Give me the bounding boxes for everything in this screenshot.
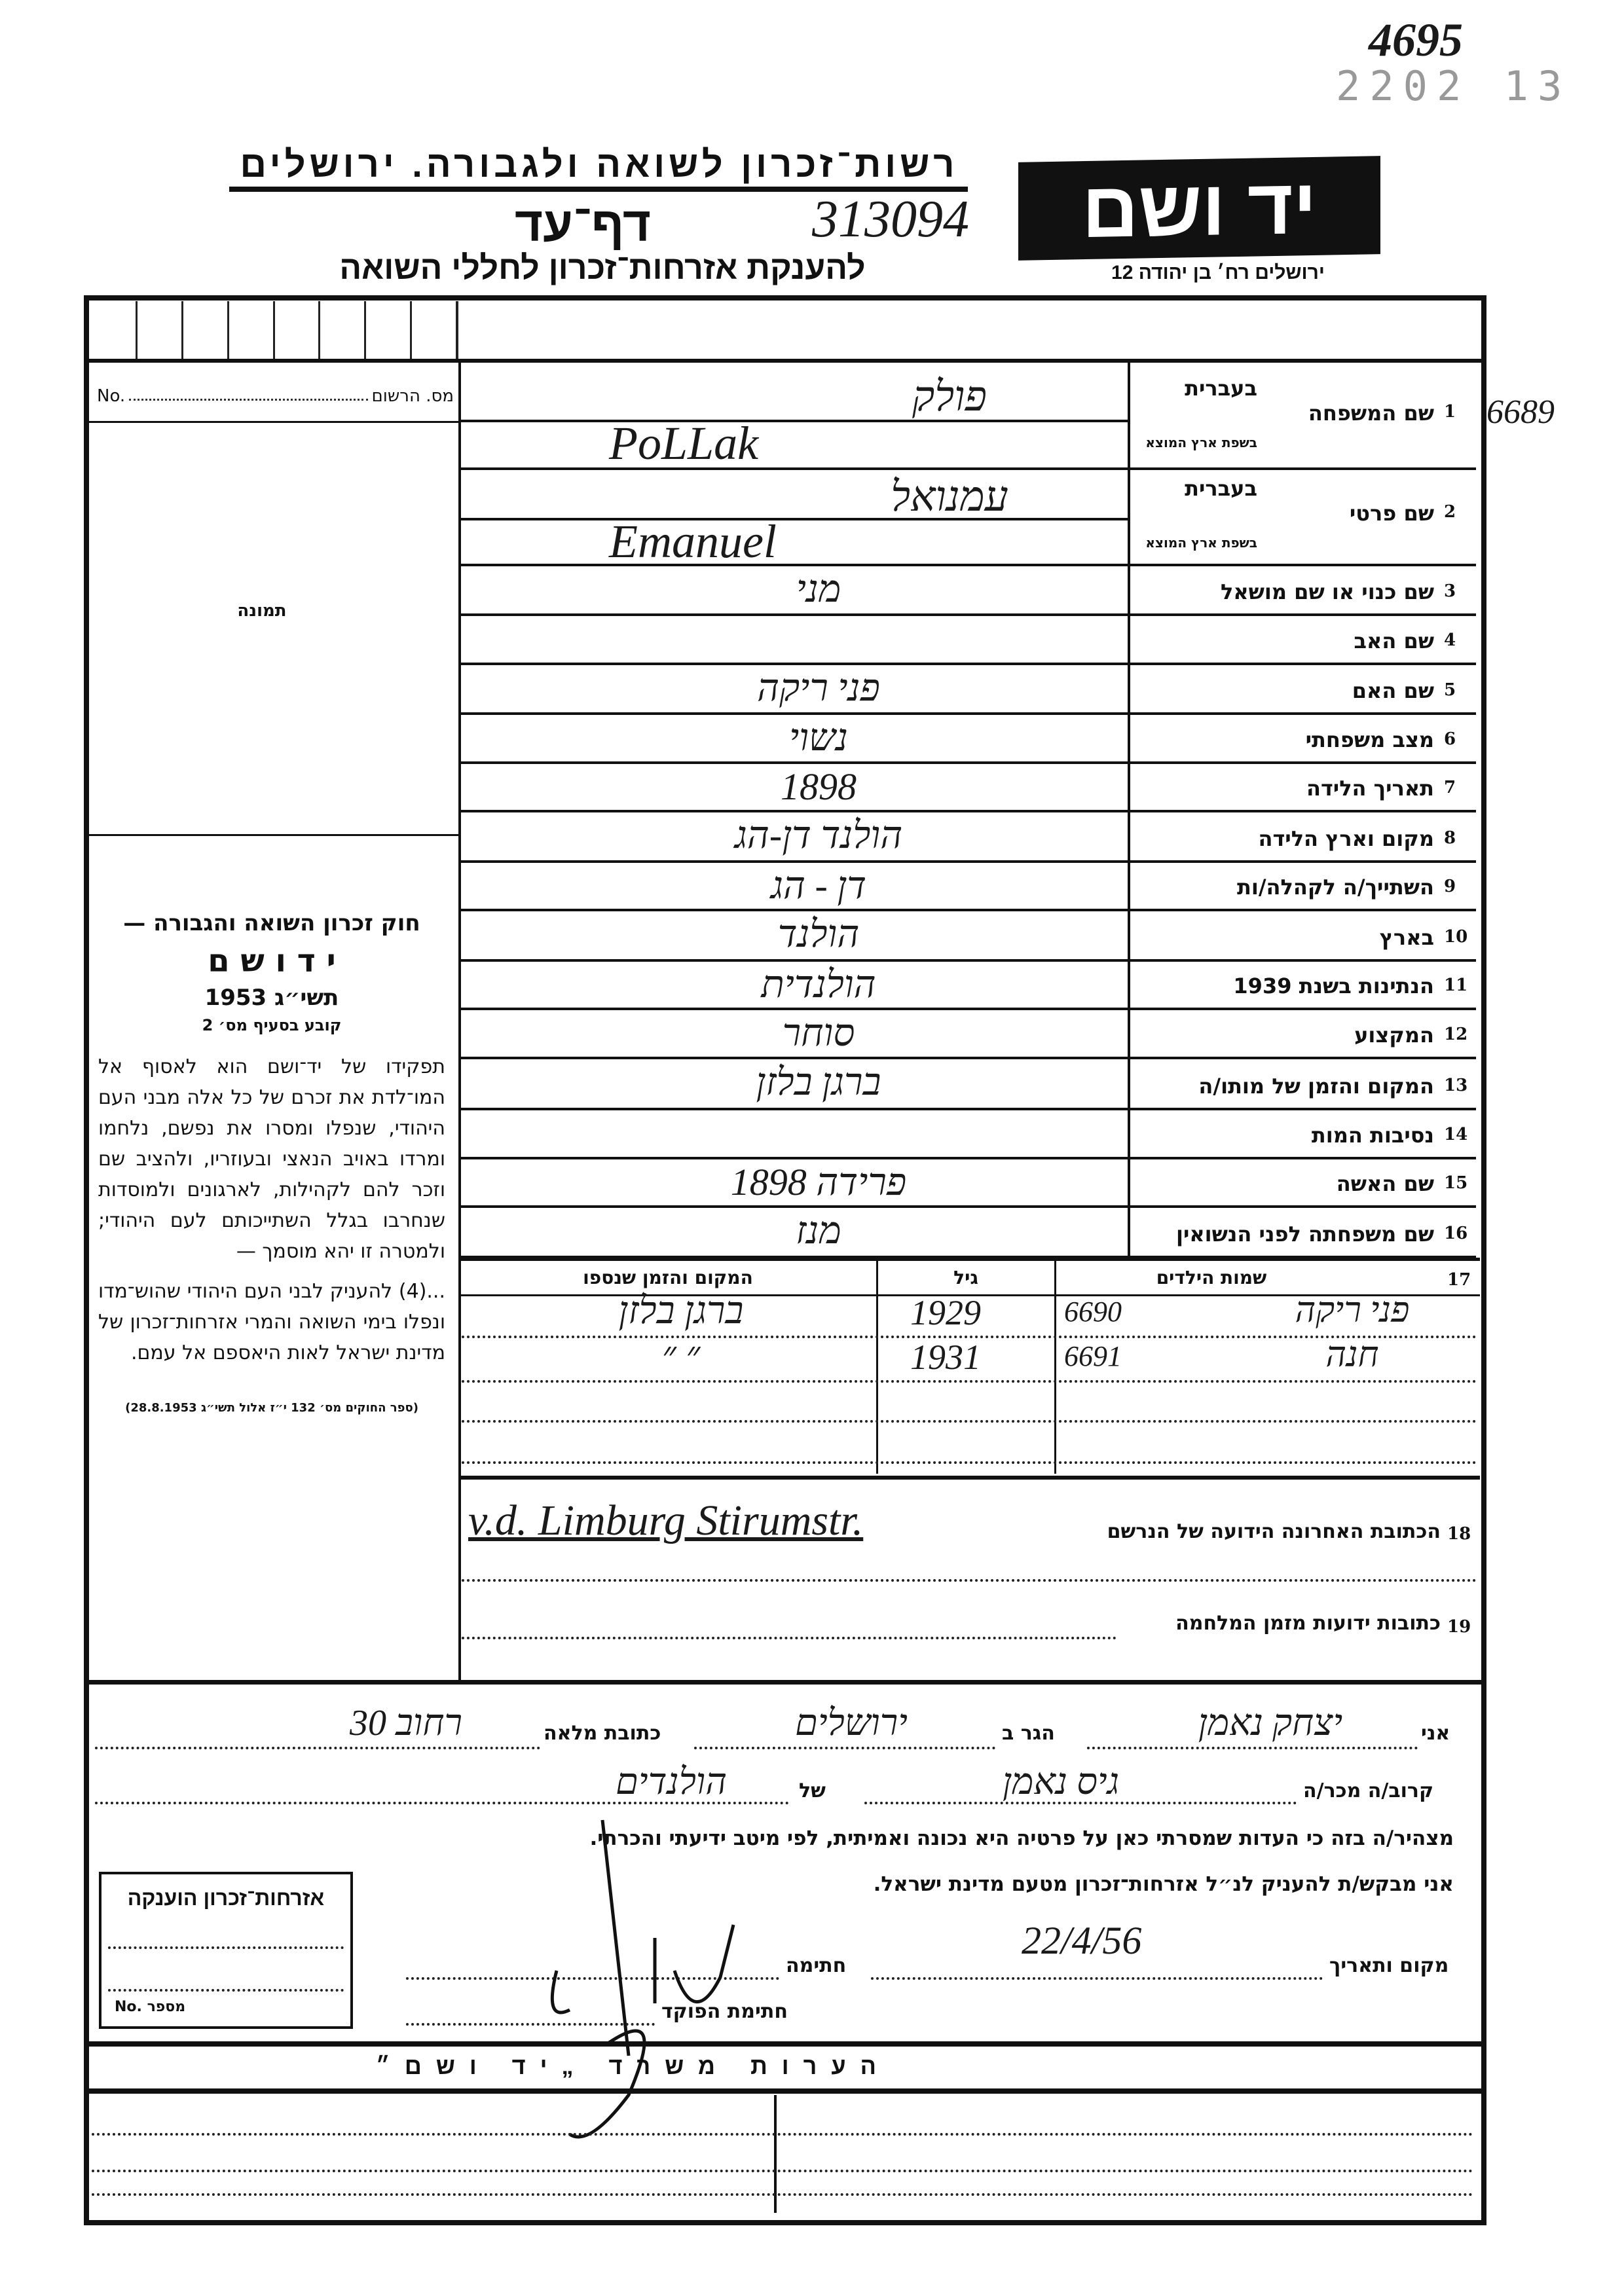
field-label: שם המשפחה [1308, 401, 1434, 426]
field-label: נסיבות המות [1311, 1123, 1434, 1148]
last-address-value[interactable]: v.d. Limburg Stirumstr. [468, 1497, 864, 1544]
logo-address: ירושלים רח׳ בן יהודה 12 [1111, 262, 1325, 283]
law-name: י ד ו ש ם [208, 943, 336, 979]
field-number-1: 1 [1444, 402, 1456, 422]
request-statement: אני מבקש/ת להעניק לנ״ל אזרחות־זכרון מטעם מדינת ישראל. [873, 1872, 1454, 1896]
field-label: שם פרטי [1349, 501, 1434, 526]
field-label: המקצוע [1354, 1023, 1434, 1048]
field-value[interactable]: סוחר [782, 1011, 855, 1054]
grant-no-label: No. [115, 1999, 142, 2015]
field-label: המקום והזמן של מותו/ה [1198, 1074, 1434, 1099]
field-value[interactable]: הולנד דן-הג [734, 814, 903, 856]
full-address-value[interactable]: רחוב 30 [350, 1703, 462, 1743]
children-place-header: המקום והזמן שנספו [583, 1267, 753, 1288]
registration-number-field[interactable] [97, 386, 454, 406]
child-name[interactable]: פני ריקה [1295, 1290, 1410, 1330]
declarant-name[interactable]: יצחק נאמן [1198, 1703, 1343, 1743]
field-number-14: 14 [1444, 1125, 1468, 1144]
last-address-label: הכתובת האחרונה הידועה של הנרשם [1107, 1520, 1441, 1543]
field-label: תאריך הלידה [1306, 776, 1434, 801]
field-value[interactable]: מני [796, 568, 841, 610]
official-signature-label: חתימת הפוקד [661, 2000, 788, 2023]
form-title: דף־עד [515, 197, 651, 251]
law-paragraph-2: ...(4) להעניק לבני העם היהודי שהוש־מדו ונפלו בימי השואה והמרי אזרחות־זכרון של מדינת ישראל לאות היאספם אל עמם. [98, 1280, 445, 1364]
field-number-13: 13 [1444, 1076, 1468, 1095]
field-label: השתייך/ה לקהלה/ות [1236, 875, 1434, 900]
children-names-header: שמות הילדים [1156, 1267, 1267, 1288]
grant-title: אזרחות־זכרון הוענקה [127, 1886, 325, 1910]
code-boxes [92, 301, 458, 359]
of-value[interactable]: הולנדים [615, 1762, 728, 1802]
field-value[interactable]: פני ריקה [757, 666, 880, 709]
field-number-8: 8 [1444, 828, 1456, 848]
no-label: No. [97, 386, 126, 406]
grant-box [99, 1872, 353, 2029]
place-date-value[interactable]: 22/4/56 [1022, 1919, 1142, 1962]
i-label: אני [1421, 1722, 1450, 1745]
field-value-local[interactable]: Emanuel [609, 515, 777, 568]
field-number-5: 5 [1444, 680, 1456, 700]
field-value-hebrew[interactable]: פולק [912, 373, 987, 420]
resides-label: הגר ב [1002, 1722, 1055, 1745]
field-value-hebrew[interactable]: עמנואל [891, 473, 1008, 520]
org-line: רשות־זכרון לשואה ולגבורה. ירושלים [240, 143, 959, 185]
registration-label: מס. הרשום [371, 386, 454, 406]
field-number-16: 16 [1444, 1224, 1468, 1243]
field-value[interactable]: הולנד [777, 913, 860, 955]
field-label: הנתינות בשנת 1939 [1233, 974, 1434, 998]
field-value[interactable]: פרידה 1898 [730, 1161, 907, 1203]
law-title: חוק זכרון השואה והגבורה — [123, 910, 420, 936]
photo-label: תמונה [237, 601, 287, 621]
child-name[interactable]: חנה [1325, 1335, 1379, 1374]
child-reference-number: 6691 [1064, 1340, 1122, 1372]
field-sub-local: בשפת ארץ המוצא [1145, 435, 1257, 450]
field-number-17: 17 [1447, 1270, 1471, 1290]
field-label: שם האשה [1336, 1171, 1434, 1196]
archive-handwritten-number: 4695 [1369, 14, 1463, 66]
child-death-place[interactable]: ברגן בלזן [618, 1289, 744, 1332]
field-number-4: 4 [1444, 630, 1456, 650]
full-address-label: כתובת מלאה [544, 1722, 661, 1745]
subtitle: להענקת אזרחות־זכרון לחללי השואה [339, 249, 866, 286]
children-age-header: גיל [953, 1267, 978, 1288]
child-birth-year[interactable]: 1929 [910, 1293, 981, 1332]
field-sub-hebrew: בעברית [1185, 476, 1257, 501]
field-value-local[interactable]: PoLLak [609, 417, 759, 469]
law-paragraph-1: תפקידו של יד־ושם הוא לאסוף אל המו־לדת את זכרם של כל אלה מבני העם היהודי, שנפלו ומסרו את נפשם, נלחמו ומרדו באויב הנאצי ובעוזריו, ולהציב שם וזכר להם לקהילות, לארגונים ולמוסדות שנחרבו בגלל השתייכותם לעם היהודי; ולמטרה זו יהא מוסמך — [98, 1055, 445, 1263]
field-label: מקום וארץ הלידה [1258, 826, 1434, 851]
field-sub-hebrew: בעברית [1185, 376, 1257, 401]
field-value[interactable]: הולנדית [761, 963, 876, 1006]
law-year: תשי״ג 1953 [204, 985, 339, 1011]
declaration-statement: מצהיר/ה בזה כי העדות שמסרתי כאן על פרטיה היא נכונה ואמיתית, לפי מיטב ידיעתי והכרתי. [589, 1827, 1454, 1850]
field-number-9: 9 [1444, 877, 1456, 896]
field-label: בארץ [1379, 925, 1434, 950]
field-label: שם משפחתה לפני הנשואין [1175, 1222, 1434, 1247]
field-value[interactable]: 1898 [781, 765, 857, 808]
field-label: שם האב [1354, 629, 1434, 653]
law-excerpt [98, 910, 445, 1415]
field-number-12: 12 [1444, 1025, 1468, 1044]
field-value[interactable]: ברגן בלזן [756, 1061, 881, 1103]
archive-stamp-number: 2202 13 [1336, 62, 1572, 110]
field-number-19: 19 [1447, 1617, 1471, 1637]
resides-value[interactable]: ירושלים [795, 1703, 908, 1743]
field-sub-local: בשפת ארץ המוצא [1145, 535, 1257, 551]
child-birth-year[interactable]: 1931 [910, 1338, 981, 1377]
field-number-15: 15 [1444, 1173, 1468, 1193]
field-number-2: 2 [1444, 502, 1456, 522]
yad-vashem-logo: יד ושם [1018, 156, 1380, 261]
child-reference-number: 6690 [1064, 1296, 1122, 1328]
field-label: שם האם [1352, 678, 1434, 703]
field-value[interactable]: מנז [796, 1209, 841, 1252]
field-number-11: 11 [1444, 975, 1468, 995]
law-section: קובע בסעיף מס׳ 2 [202, 1016, 342, 1034]
field-number-18: 18 [1447, 1524, 1471, 1544]
margin-number: 6689 [1486, 393, 1555, 431]
field-value[interactable]: דן - הג [770, 864, 867, 907]
field-label: שם כנוי או שם מושאל [1220, 579, 1434, 604]
law-footnote: (ספר החוקים מס׳ 132 י״ז אלול תשי״ג 28.8.1953) [125, 1401, 418, 1415]
field-number-7: 7 [1444, 778, 1456, 797]
field-number-6: 6 [1444, 729, 1456, 749]
relative-value[interactable]: גיס נאמן [1002, 1762, 1120, 1802]
declarant-signature [458, 1807, 799, 2147]
field-number-10: 10 [1444, 927, 1468, 947]
office-notes-title: הערות משרד „יד ושם״ [375, 2052, 891, 2079]
field-value[interactable]: נשוי [789, 716, 848, 759]
grant-number-label: מספר [147, 1999, 186, 2015]
form-number: 313094 [812, 191, 969, 248]
child-death-place[interactable]: ״ ״ [661, 1334, 701, 1376]
wartime-address-label: כתובות ידועות מזמן המלחמה [1175, 1612, 1441, 1635]
signature-label: חתימה [786, 1954, 847, 1977]
field-number-3: 3 [1444, 581, 1456, 601]
of-label: של [799, 1779, 826, 1802]
place-date-label: מקום ותאריך [1329, 1954, 1449, 1977]
relative-label: קרוב/ה מכר/ה [1303, 1779, 1434, 1802]
field-label: מצב משפחתי [1305, 727, 1434, 752]
